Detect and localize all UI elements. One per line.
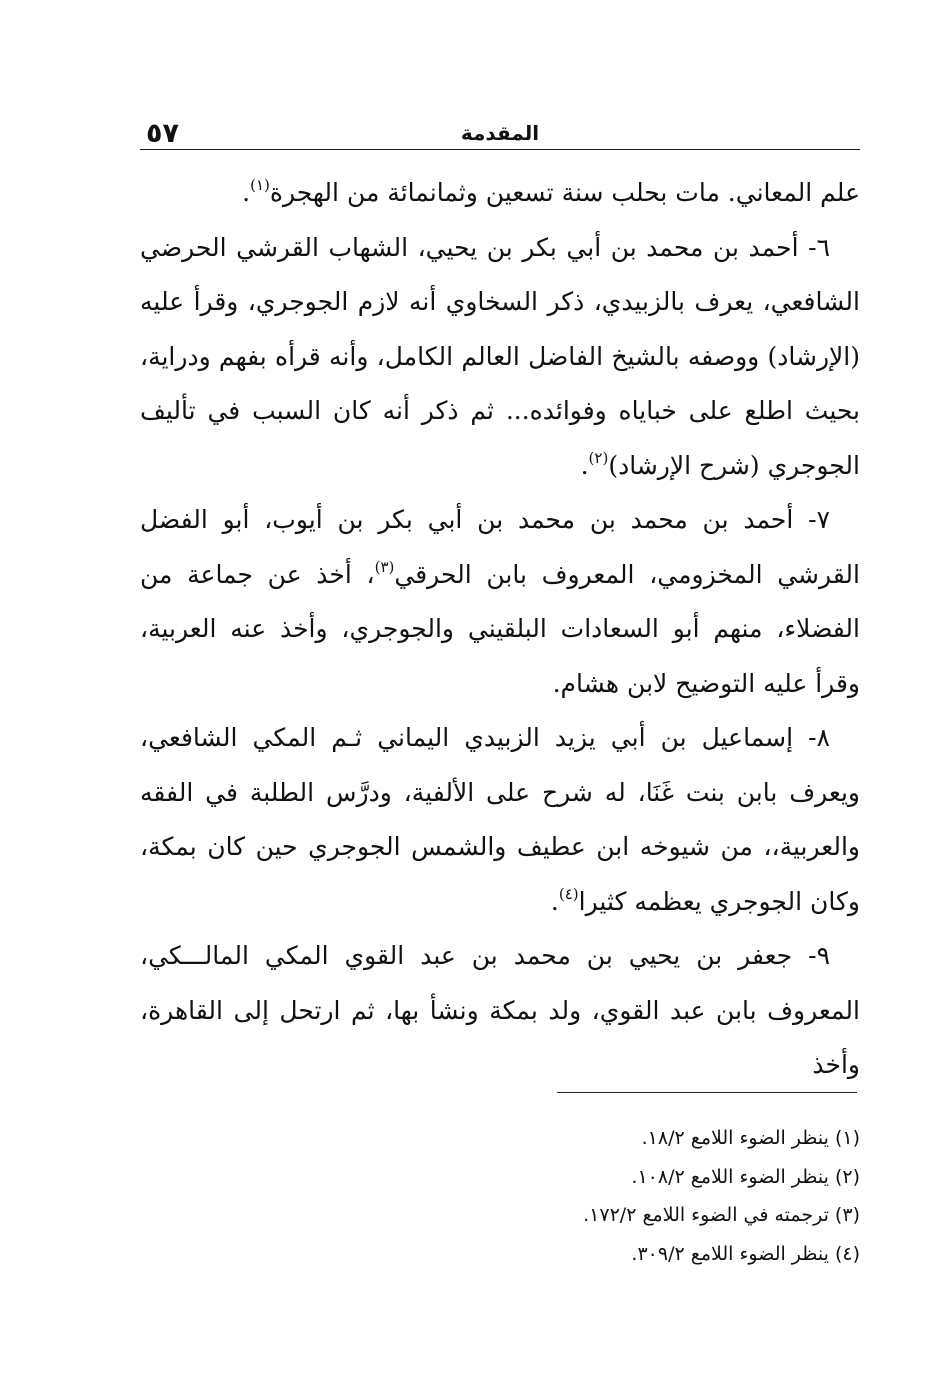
entry-7-line-4: التوضيح لابن هشام.: [552, 668, 756, 698]
footnote-3: (٣) ترجمته في الضوء اللامع ١٧٢/٢.: [583, 1204, 860, 1226]
entry-6-line-3: (الإرشاد) ووصفه بالشيخ الفاضل العالم الكامل، وأنه قرأه بفهم ودراية،: [140, 341, 860, 371]
footnote-rule: [557, 1092, 857, 1093]
footnote-ref-2: (٢): [588, 448, 609, 467]
footnote-ref-1: (١): [250, 176, 270, 194]
footnote-4: (٤) ينظر الضوء اللامع ٣٠٩/٢.: [631, 1242, 860, 1265]
main-text: [140, 166, 860, 1093]
paragraph-continuation: [140, 166, 860, 221]
paragraph-text: علم المعاني. مات بحلب سنة تسعين وثمانمائة من الهجرة: [269, 178, 860, 207]
header-rule: [140, 149, 860, 150]
footnote-2: (٢) ينظر الضوء اللامع ١٠٨/٢.: [631, 1165, 860, 1188]
footnote-ref-4: (٤): [558, 884, 579, 903]
entry-9-line-2: المعروف بابن عبد القوي، ولد بمكة ونشأ بها، ثم ارتحل إلى القاهرة، وأخذ: [140, 995, 860, 1079]
entry-8-line-3: والعربية،، من شيوخه ابن عطيف والشمس الجوجري حين كان بمكة،: [140, 832, 860, 861]
footnote-ref-3: (٣): [374, 557, 395, 576]
page-number: ٥٧: [146, 118, 179, 149]
entry-9: [140, 929, 860, 1093]
entry-9-line-1: ٩- جعفر بن يحيي بن محمد بن عبد القوي المكي المالـــكي،: [140, 941, 830, 970]
paragraph-tail: .: [242, 178, 251, 207]
entry-7-line-2a: القرشي المخزومي، المعروف بابن الحرقي: [394, 559, 860, 589]
entry-8-line-4: وكان الجوجري يعظمه كثيرا: [578, 886, 860, 916]
footnotes: [140, 1119, 860, 1273]
footnote-1: (١) ينظر الضوء اللامع ١٨/٢.: [641, 1127, 860, 1149]
entry-6-tail: .: [580, 450, 589, 480]
entry-8-tail: .: [550, 886, 559, 916]
page-header: [140, 112, 860, 152]
entry-8-line-2: ويعرف بابن بنت غَنَا، له شرح على الألفية، ودرَّس الطلبة في الفقه: [140, 777, 860, 807]
entry-7-line-1: ٧- أحمد بن محمد بن محمد بن أبي بكر بن أيوب، أبو الفضل: [140, 505, 830, 534]
entry-8-line-1: ٨- إسماعيل بن أبي يزيد الزبيدي اليماني ثـم المكي الشافعي،: [140, 723, 830, 752]
running-title: المقدمة: [460, 121, 540, 145]
entry-7-line-3: منهم أبو السعادات البلقيني والجوجري، وأخذ عنه العربية، وقرأ عليه: [140, 614, 860, 698]
entry-7: [140, 493, 860, 711]
entry-8: [140, 711, 860, 929]
entry-6-line-1: ٦- أحمد بن محمد بن أبي بكر بن يحيي، الشهاب القرشي الحرضي: [140, 232, 830, 262]
entry-6-line-2: الشافعي، يعرف بالزبيدي، ذكر السخاوي أنه لازم الجوجري، وقرأ عليه: [140, 287, 860, 316]
entry-6-line-4: بحيث اطلع على خباياه وفوائده... ثم ذكر أنه كان السبب في تأليف: [140, 396, 860, 425]
entry-7-line-2b: ، أخذ عن جماعة من الفضلاء،: [140, 559, 860, 643]
entry-6: [140, 221, 860, 494]
entry-6-line-5: الجوجري (شرح الإرشاد): [608, 450, 860, 480]
